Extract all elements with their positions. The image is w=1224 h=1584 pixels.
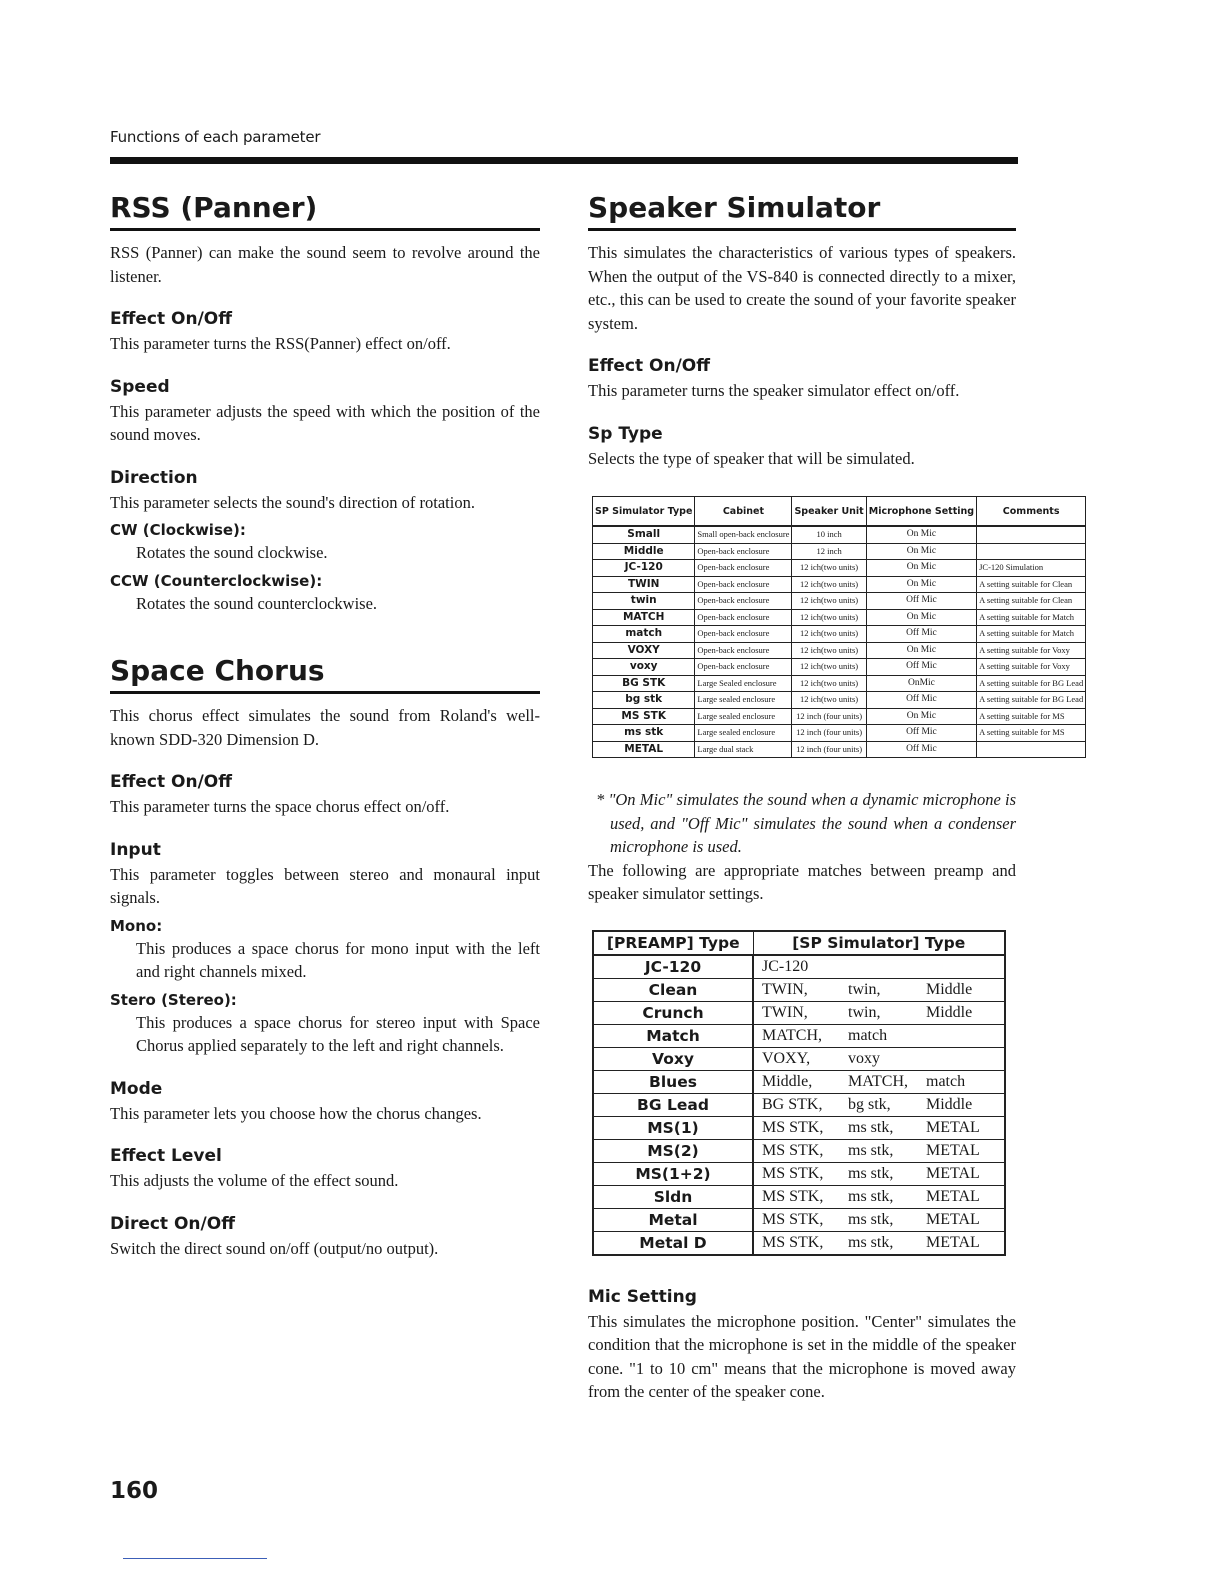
rss-cw-text: Rotates the sound clockwise. [136, 543, 328, 562]
sim-type-cell [753, 1208, 1005, 1231]
table-cell [977, 543, 1086, 560]
table-header: Comments [977, 497, 1086, 527]
preamp-type-cell: Blues [593, 1070, 753, 1093]
table-row [593, 593, 1086, 610]
table-cell: 12 inch (four units) [792, 725, 866, 742]
table-cell: A setting suitable for Match [977, 626, 1086, 643]
chorus-mode-text: This parameter lets you choose how the chorus changes. [110, 1103, 482, 1123]
sim-type-value: match [926, 1072, 966, 1090]
sim-type-value: MS STK, [762, 1141, 824, 1159]
sim-type-value: Middle, [762, 1072, 813, 1090]
sim-type-value: BG STK, [762, 1095, 823, 1113]
table-cell: On Mic [866, 576, 976, 593]
table-header: Speaker Unit [792, 497, 866, 527]
rss-cw-heading: CW (Clockwise): [110, 521, 246, 539]
table-row [593, 1093, 1005, 1116]
table-row [593, 526, 1086, 543]
rss-effect-text: This parameter turns the RSS(Panner) effect on/off. [110, 334, 451, 353]
sim-type-cell [753, 1116, 1005, 1139]
sim-type-value: twin, [848, 980, 881, 998]
table-cell: JC-120 [593, 560, 695, 577]
table-row [593, 543, 1086, 560]
chorus-direct-text: Switch the direct sound on/off (output/no output). [110, 1238, 439, 1258]
running-head: Functions of each parameter [110, 128, 321, 146]
table-cell: 12 ich(two units) [792, 609, 866, 626]
sim-type-cell [753, 1024, 1005, 1047]
sim-type-value: Middle [926, 1003, 973, 1021]
table-cell: Large sealed enclosure [695, 725, 792, 742]
table-header: Cabinet [695, 497, 792, 527]
table-cell: voxy [593, 659, 695, 676]
table-cell: MATCH [593, 609, 695, 626]
chorus-title: Space Chorus [110, 653, 540, 694]
table-cell: Open-back enclosure [695, 609, 792, 626]
table-cell: Small open-back enclosure [695, 526, 792, 543]
table-cell: bg stk [593, 692, 695, 709]
sim-type-cell [753, 955, 1005, 979]
table-row [593, 955, 1005, 979]
rss-speed-text: This parameter adjusts the speed with which the position of the sound moves. [110, 401, 540, 444]
sim-type-value: MATCH, [848, 1072, 909, 1090]
rss-ccw-heading: CCW (Counterclockwise): [110, 571, 323, 590]
table-cell: On Mic [866, 609, 976, 626]
sim-type-cell [753, 1001, 1005, 1024]
table-cell: A setting suitable for Match [977, 609, 1086, 626]
table-cell: 12 ich(two units) [792, 560, 866, 577]
sim-type-value: match [848, 1026, 888, 1044]
sim-type-value: ms stk, [848, 1233, 894, 1251]
table-cell: VOXY [593, 642, 695, 659]
sim-type-value: JC-120 [762, 957, 809, 975]
preamp-type-cell: BG Lead [593, 1093, 753, 1116]
table-cell: METAL [593, 741, 695, 758]
table-cell: 10 inch [792, 526, 866, 543]
sim-type-value: MS STK, [762, 1164, 824, 1182]
table-row [593, 978, 1005, 1001]
sim-type-value: METAL [926, 1187, 980, 1205]
sim-type-value: MS STK, [762, 1187, 824, 1205]
table-row [593, 626, 1086, 643]
table-cell: Open-back enclosure [695, 626, 792, 643]
table-cell: 12 inch [792, 543, 866, 560]
chorus-stereo-heading: Stero (Stereo): [110, 990, 237, 1009]
table-cell: 12 ich(two units) [792, 626, 866, 643]
table-row [593, 741, 1086, 758]
table-row [593, 1047, 1005, 1070]
table-cell: A setting suitable for Clean [977, 576, 1086, 593]
table-cell: Off Mic [866, 626, 976, 643]
sim-type-value: ms stk, [848, 1164, 894, 1182]
table-row [593, 725, 1086, 742]
table-cell [977, 741, 1086, 758]
table-row [593, 1139, 1005, 1162]
sim-type-value: METAL [926, 1118, 980, 1136]
table-cell: Large sealed enclosure [695, 708, 792, 725]
preamp-match-table [592, 930, 1006, 1256]
sim-type-value: ms stk, [848, 1210, 894, 1228]
sim-type-value: METAL [926, 1210, 980, 1228]
table-cell: Large dual stack [695, 741, 792, 758]
table-cell [977, 526, 1086, 543]
page-number: 160 [110, 1478, 159, 1504]
table-cell: A setting suitable for MS [977, 725, 1086, 742]
table-row [593, 1024, 1005, 1047]
sim-type-cell [753, 1231, 1005, 1255]
table-cell: A setting suitable for Voxy [977, 642, 1086, 659]
mic-setting-text: This simulates the microphone position. "Center" simulates the condition that the microphone is set in the middle of the speaker cone. "1 to 10 cm" means that the microphone is moved away from the center of the speaker cone. [588, 1311, 1016, 1401]
table-cell: 12 inch (four units) [792, 741, 866, 758]
sim-type-value: twin, [848, 1003, 881, 1021]
table-cell: 12 ich(two units) [792, 692, 866, 709]
sim-type-cell [753, 1162, 1005, 1185]
table-cell: 12 ich(two units) [792, 593, 866, 610]
table-cell: Middle [593, 543, 695, 560]
rss-speed-heading: Speed [110, 376, 170, 397]
table-cell: match [593, 626, 695, 643]
sim-type-value: Middle [926, 980, 973, 998]
table-cell: On Mic [866, 642, 976, 659]
table-cell: On Mic [866, 708, 976, 725]
match-text: The following are appropriate matches between preamp and speaker simulator settings. [588, 860, 1016, 903]
chorus-direct-heading: Direct On/Off [110, 1213, 235, 1234]
sim-type-cell [753, 978, 1005, 1001]
table-cell: Open-back enclosure [695, 593, 792, 610]
table-cell: On Mic [866, 526, 976, 543]
table-cell: Large Sealed enclosure [695, 675, 792, 692]
table-cell: Off Mic [866, 659, 976, 676]
table-cell: On Mic [866, 560, 976, 577]
table-row [593, 1116, 1005, 1139]
preamp-type-cell: MS(2) [593, 1139, 753, 1162]
table-header: SP Simulator Type [593, 497, 695, 527]
sim-type-value: VOXY, [762, 1049, 811, 1067]
table-cell: twin [593, 593, 695, 610]
table-row [593, 576, 1086, 593]
table-cell: Off Mic [866, 593, 976, 610]
sim-type-value: bg stk, [848, 1095, 891, 1113]
sptype-heading: Sp Type [588, 423, 663, 444]
left-column [110, 190, 540, 1260]
table-cell: 12 ich(two units) [792, 576, 866, 593]
table-cell: OnMic [866, 675, 976, 692]
table-cell: JC-120 Simulation [977, 560, 1086, 577]
table-row [593, 1208, 1005, 1231]
preamp-type-cell: JC-120 [593, 955, 753, 979]
chorus-intro: This chorus effect simulates the sound from Roland's well-known SDD-320 Dimension D. [110, 706, 540, 749]
table-cell: TWIN [593, 576, 695, 593]
chorus-mode-heading: Mode [110, 1078, 163, 1099]
sim-type-value: MS STK, [762, 1233, 824, 1251]
chorus-mono-text: This produces a space chorus for mono input with the left and right channels mixed. [136, 938, 540, 981]
table-row [593, 708, 1086, 725]
chorus-level-text: This adjusts the volume of the effect sound. [110, 1171, 399, 1190]
table-header-row [593, 497, 1086, 527]
chorus-input-text: This parameter toggles between stereo and monaural input signals. [110, 864, 540, 907]
rss-effect-heading: Effect On/Off [110, 309, 233, 329]
sim-type-value: ms stk, [848, 1141, 894, 1159]
table-cell: ms stk [593, 725, 695, 742]
table-cell: BG STK [593, 675, 695, 692]
sim-type-cell [753, 1185, 1005, 1208]
speaker-effect-heading: Effect On/Off [588, 356, 711, 376]
chorus-mono-heading: Mono: [110, 916, 163, 935]
table-cell: Open-back enclosure [695, 560, 792, 577]
table-row [593, 1001, 1005, 1024]
chorus-stereo-text: This produces a space chorus for stereo input with Space Chorus applied separately to the left and right channels. [136, 1012, 540, 1055]
chorus-input-heading: Input [110, 839, 161, 860]
sim-type-cell [753, 1047, 1005, 1070]
right-column [588, 190, 1084, 1404]
sim-type-cell [753, 1070, 1005, 1093]
sim-type-value: MS STK, [762, 1118, 824, 1136]
sim-type-value: ms stk, [848, 1118, 894, 1136]
table-row [593, 609, 1086, 626]
table-header: Microphone Setting [866, 497, 976, 527]
table-row [593, 1162, 1005, 1185]
table-header: [SP Simulator] Type [753, 931, 1005, 955]
table-row [593, 1231, 1005, 1255]
table-cell: 12 ich(two units) [792, 675, 866, 692]
mic-setting-heading: Mic Setting [588, 1286, 697, 1307]
sim-type-value: MATCH, [762, 1026, 823, 1044]
sptype-text: Selects the type of speaker that will be simulated. [588, 448, 915, 468]
rss-title: RSS (Panner) [110, 190, 540, 231]
table-cell: 12 ich(two units) [792, 659, 866, 676]
table-cell: MS STK [593, 708, 695, 725]
preamp-type-cell: Clean [593, 978, 753, 1001]
mic-footnote: * "On Mic" simulates the sound when a dynamic microphone is used, and "Off Mic" simulates the sound when a condenser microphone is used. [596, 790, 1016, 856]
chorus-effect-text: This parameter turns the space chorus effect on/off. [110, 797, 450, 816]
sim-type-value: METAL [926, 1164, 980, 1182]
sim-type-value: ms stk, [848, 1187, 894, 1205]
table-row [593, 692, 1086, 709]
table-cell: 12 inch (four units) [792, 708, 866, 725]
table-cell: Off Mic [866, 725, 976, 742]
speaker-intro: This simulates the characteristics of various types of speakers. When the output of the VS-840 is connected directly to a mixer, etc., this can be used to create the sound of your favorite speaker system. [588, 243, 1016, 333]
speaker-effect-text: This parameter turns the speaker simulator effect on/off. [588, 381, 960, 400]
table-row [593, 1185, 1005, 1208]
table-row [593, 560, 1086, 577]
rss-direction-heading: Direction [110, 467, 198, 488]
table-cell: 12 ich(two units) [792, 642, 866, 659]
footer-rule [123, 1558, 267, 1559]
table-cell: Open-back enclosure [695, 659, 792, 676]
table-row [593, 1070, 1005, 1093]
table-cell: Open-back enclosure [695, 543, 792, 560]
sim-type-value: MS STK, [762, 1210, 824, 1228]
table-cell: Off Mic [866, 741, 976, 758]
preamp-type-cell: Metal D [593, 1231, 753, 1255]
sim-type-value: Middle [926, 1095, 973, 1113]
table-cell: On Mic [866, 543, 976, 560]
rss-direction-text: This parameter selects the sound's direction of rotation. [110, 492, 475, 512]
table-header-row [593, 931, 1005, 955]
table-cell: A setting suitable for BG Lead [977, 692, 1086, 709]
sim-type-cell [753, 1093, 1005, 1116]
sim-type-value: TWIN, [762, 1003, 808, 1021]
chorus-level-heading: Effect Level [110, 1146, 222, 1166]
table-cell: Large sealed enclosure [695, 692, 792, 709]
top-rule [110, 157, 1018, 164]
sim-type-value: METAL [926, 1233, 980, 1251]
table-cell: A setting suitable for Voxy [977, 659, 1086, 676]
preamp-type-cell: Match [593, 1024, 753, 1047]
table-cell: Open-back enclosure [695, 576, 792, 593]
preamp-type-cell: Crunch [593, 1001, 753, 1024]
speaker-title: Speaker Simulator [588, 190, 1016, 231]
rss-ccw-text: Rotates the sound counterclockwise. [136, 593, 378, 613]
table-row [593, 642, 1086, 659]
table-cell: A setting suitable for MS [977, 708, 1086, 725]
sim-type-value: METAL [926, 1141, 980, 1159]
table-cell: A setting suitable for Clean [977, 593, 1086, 610]
rss-intro: RSS (Panner) can make the sound seem to revolve around the listener. [110, 243, 540, 286]
speaker-type-table [592, 496, 1086, 758]
sim-type-cell [753, 1139, 1005, 1162]
sim-type-value: voxy [848, 1049, 880, 1067]
chorus-effect-heading: Effect On/Off [110, 772, 233, 792]
preamp-type-cell: Metal [593, 1208, 753, 1231]
preamp-type-cell: MS(1+2) [593, 1162, 753, 1185]
table-cell: Open-back enclosure [695, 642, 792, 659]
table-cell: A setting suitable for BG Lead [977, 675, 1086, 692]
table-row [593, 659, 1086, 676]
table-header: [PREAMP] Type [593, 931, 753, 955]
table-cell: Off Mic [866, 692, 976, 709]
sim-type-value: TWIN, [762, 980, 808, 998]
table-row [593, 675, 1086, 692]
table-cell: Small [593, 526, 695, 543]
preamp-type-cell: Voxy [593, 1047, 753, 1070]
preamp-type-cell: Sldn [593, 1185, 753, 1208]
preamp-type-cell: MS(1) [593, 1116, 753, 1139]
